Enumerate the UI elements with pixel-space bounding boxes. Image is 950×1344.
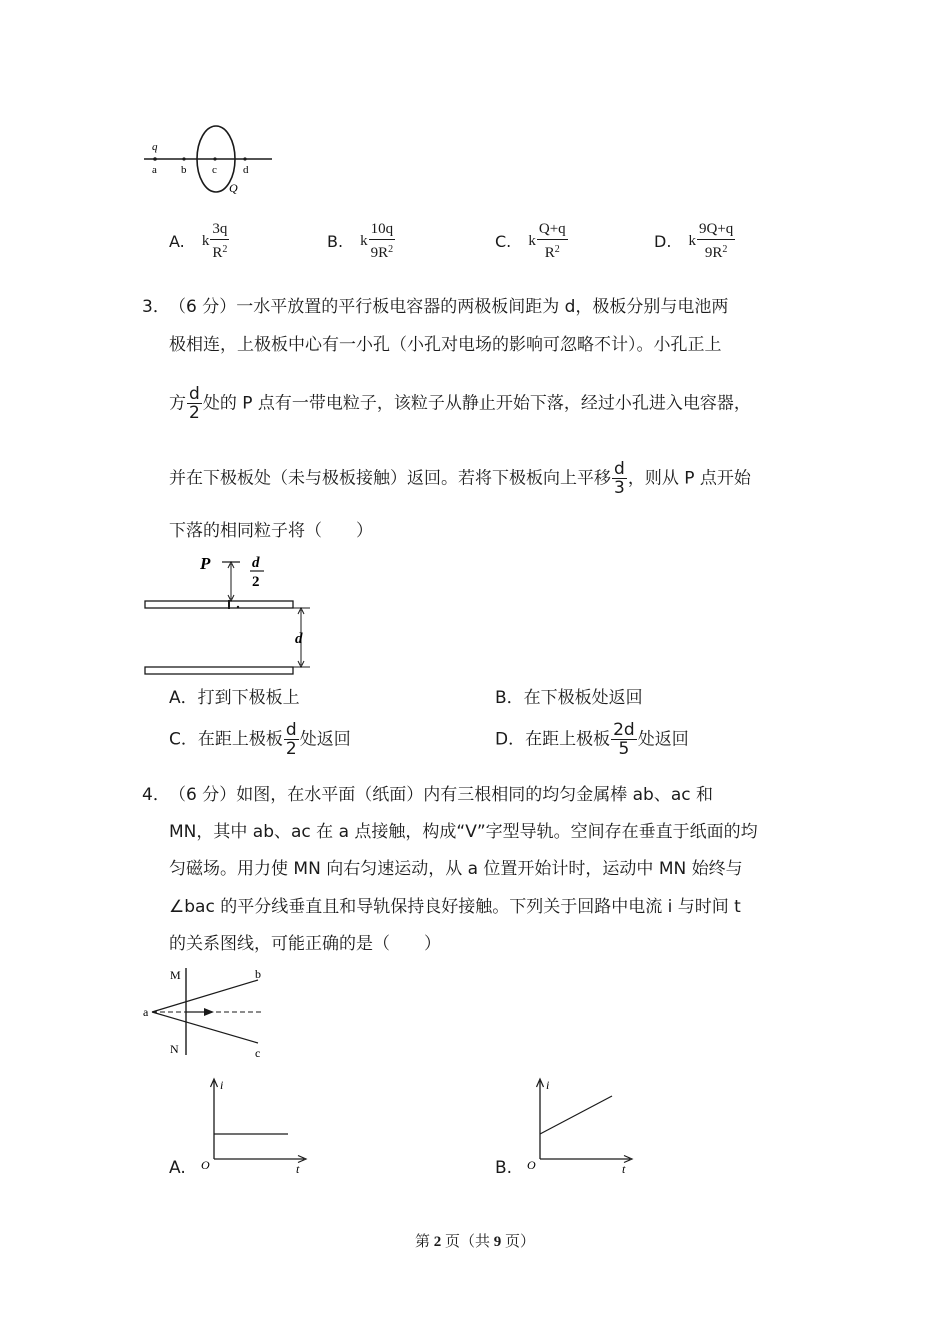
q3-number: 3．	[142, 297, 170, 317]
q2-option-c: C. k $\frac{Q+q}{R^2}$	[495, 221, 566, 261]
q4-option-b-graph	[522, 1075, 637, 1180]
q2-label-Q: Q	[229, 181, 238, 195]
q3-option-b: B．在下极板处返回	[495, 688, 643, 708]
q3-frac-d-2: $\frac{d}{2}$	[189, 384, 200, 423]
q3-label-d: d	[295, 631, 303, 647]
q4-option-a-letter: A.	[169, 1158, 186, 1178]
q3-label-d2-den: 2	[252, 574, 260, 590]
q4-option-a-axis-i: i	[220, 1078, 224, 1092]
q2-option-b-letter: B.	[327, 232, 344, 251]
q4-option-a-graph	[196, 1075, 311, 1180]
q2-label-a: a	[152, 164, 157, 176]
q2-option-d-letter: D.	[654, 232, 672, 251]
footer-total-pages: 9	[493, 1234, 502, 1250]
q2-label-c: c	[212, 164, 217, 176]
q3-option-c: C．在距上极板 $\frac{d}{2}$ 处返回	[169, 720, 351, 759]
q4-label-M: M	[170, 968, 181, 982]
q3-option-a: A．打到下极板上	[169, 688, 300, 708]
q3-label-P: P	[200, 554, 211, 573]
q3-line-4: 并在下极板处（未与极板接触）返回。若将下极板向上平移 $\frac{d}{3}$ ，则从 P 点开始	[169, 459, 751, 498]
q4-option-b-origin: O	[527, 1158, 536, 1172]
q3-line-3: 方 $\frac{d}{2}$ 处的 P 点有一带电粒子，该粒子从静止开始下落，经过小孔进入电容器，	[169, 384, 751, 423]
q4-option-b-axis-t: t	[622, 1162, 626, 1176]
q4-label-a: a	[143, 1005, 149, 1019]
q4-option-a-origin: O	[201, 1158, 210, 1172]
q4-label-b: b	[255, 967, 261, 981]
q3-label-d2-num: d	[252, 555, 260, 571]
q2-option-a-letter: A.	[169, 232, 185, 251]
q2-label-b: b	[181, 164, 187, 176]
q2-option-b: B. k $\frac{10q}{9R^2}$	[327, 221, 394, 261]
q4-line-5: 的关系图线，可能正确的是（ ）	[169, 934, 441, 954]
q4-number: 4．	[142, 785, 170, 805]
q3-frac-d-3: $\frac{d}{3}$	[614, 459, 625, 498]
q4-rail-figure	[140, 965, 280, 1060]
q4-line-3: 匀磁场。用力使 MN 向右匀速运动，从 a 位置开始计时，运动中 MN 始终与	[169, 859, 743, 879]
q3-line-5: 下落的相同粒子将（ ）	[169, 521, 373, 541]
q2-label-d: d	[243, 164, 249, 176]
q4-label-N: N	[170, 1042, 179, 1056]
q2-label-q: q	[152, 141, 158, 153]
q4-line-2: MN，其中 ab、ac 在 a 点接触，构成“V”字型导轨。空间存在垂直于纸面的均	[169, 822, 758, 842]
q3-capacitor-figure	[140, 550, 320, 680]
q4-line-4: ∠bac 的平分线垂直且和导轨保持良好接触。下列关于回路中电流 i 与时间 t	[169, 897, 741, 917]
q4-option-b-letter: B.	[495, 1158, 513, 1178]
page-footer: 第 2 页（共 9 页）	[414, 1234, 536, 1250]
q2-option-c-letter: C.	[495, 232, 512, 251]
q2-option-a: A. k $\frac{3q}{R^2}$	[169, 221, 228, 261]
q4-label-c: c	[255, 1046, 261, 1060]
q3-option-d: D．在距上极板 $\frac{2d}{5}$ 处返回	[495, 720, 689, 759]
q4-line-1: （6 分）如图，在水平面（纸面）内有三根相同的均匀金属棒 ab、ac 和	[169, 785, 713, 805]
footer-page-number: 2	[433, 1234, 442, 1250]
q2-figure	[140, 124, 280, 200]
q4-option-a-axis-t: t	[296, 1162, 300, 1176]
q3-line-1: （6 分）一水平放置的平行板电容器的两极板间距为 d，极板分别与电池两	[169, 297, 729, 317]
q2-option-d: D. k $\frac{9Q+q}{9R^2}$	[654, 221, 734, 261]
q3-line-2: 极相连，上极板中心有一小孔（小孔对电场的影响可忽略不计）。小孔正上	[169, 335, 722, 355]
q4-option-b-axis-i: i	[546, 1078, 550, 1092]
